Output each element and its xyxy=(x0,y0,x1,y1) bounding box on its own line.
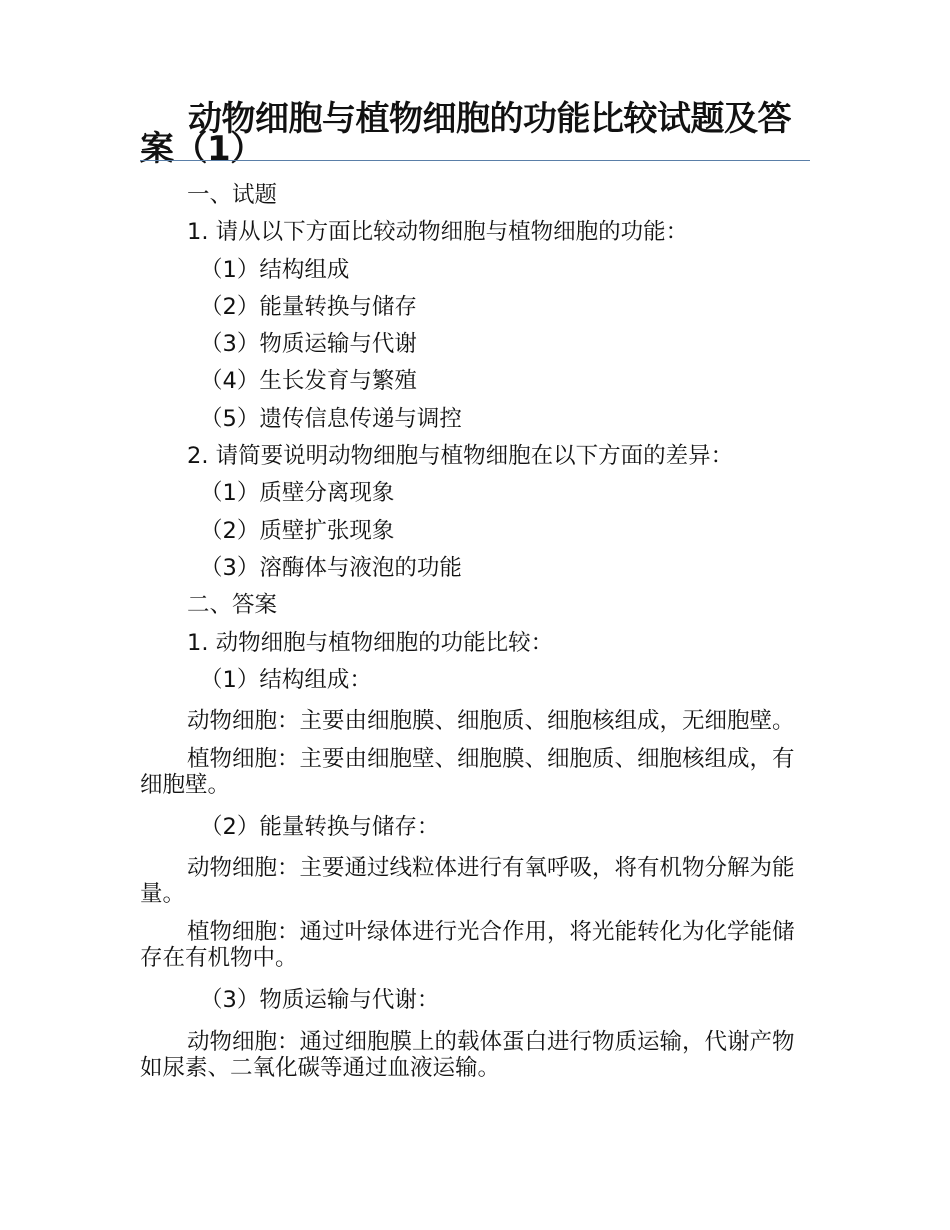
question-1-item: （2）能量转换与储存 xyxy=(200,293,417,320)
answer-1: 1. 动物细胞与植物细胞的功能比较： xyxy=(187,629,554,656)
document-title: 动物细胞与植物细胞的功能比较试题及答案（1） xyxy=(140,99,791,169)
document-body xyxy=(140,178,810,1093)
answer-animal-cell: 动物细胞：通过细胞膜上的载体蛋白进行物质运输，代谢产物如尿素、二氧化碳等通过血液运输。 xyxy=(140,1028,795,1081)
question-1-item: （5）遗传信息传递与调控 xyxy=(200,405,462,432)
answer-plant-cell: 植物细胞：主要由细胞壁、细胞膜、细胞质、细胞核组成，有细胞壁。 xyxy=(140,746,795,799)
answer-section-label: （1）结构组成： xyxy=(200,666,372,693)
question-2-item: （1）质壁分离现象 xyxy=(200,480,395,507)
question-2-item: （3）溶酶体与液泡的功能 xyxy=(200,554,462,581)
answer-animal-cell: 动物细胞：主要通过线粒体进行有氧呼吸，将有机物分解为能量。 xyxy=(140,855,795,908)
answer-section-label: （2）能量转换与储存： xyxy=(200,814,440,841)
question-2: 2. 请简要说明动物细胞与植物细胞在以下方面的差异： xyxy=(187,443,734,470)
question-1-item: （1）结构组成 xyxy=(200,256,350,283)
question-2-item: （2）质壁扩张现象 xyxy=(200,517,395,544)
answer-section-label: （3）物质运输与代谢： xyxy=(200,987,440,1014)
title-underline xyxy=(140,160,810,161)
section-heading-answers: 二、答案 xyxy=(187,592,278,619)
question-1-item: （4）生长发育与繁殖 xyxy=(200,368,417,395)
section-heading-questions: 一、试题 xyxy=(187,182,278,208)
answer-plant-cell: 植物细胞：通过叶绿体进行光合作用，将光能转化为化学能储存在有机物中。 xyxy=(140,919,795,972)
answer-animal-cell: 动物细胞：主要由细胞膜、细胞质、细胞核组成，无细胞壁。 xyxy=(187,708,795,735)
question-1-item: （3）物质运输与代谢 xyxy=(200,331,417,358)
question-1: 1. 请从以下方面比较动物细胞与植物细胞的功能： xyxy=(187,219,689,246)
